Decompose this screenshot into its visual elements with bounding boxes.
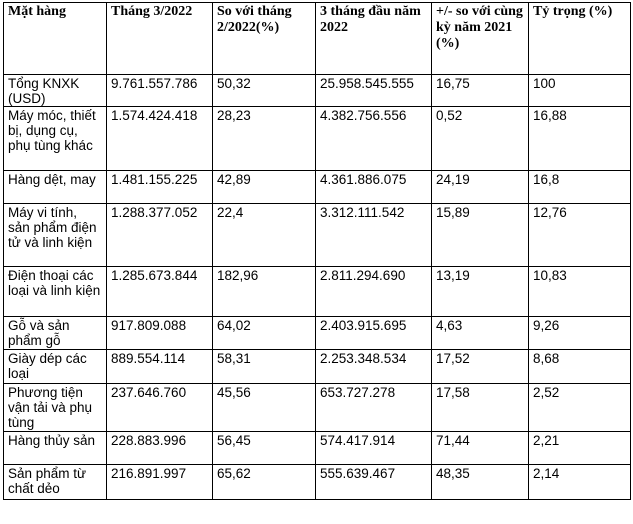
cell-yoy-change: 71,44: [432, 432, 529, 465]
cell-item: Sản phẩm từ chất dẻo: [4, 465, 107, 500]
cell-vs-feb-2022: 28,23: [213, 107, 316, 171]
header-row: [4, 3, 631, 75]
cell-yoy-change: 17,58: [432, 384, 529, 432]
cell-march-2022: 237.646.760: [107, 384, 213, 432]
cell-vs-feb-2022: 64,02: [213, 317, 316, 350]
header-cell-vs-feb-2022: So với tháng 2/2022(%): [213, 3, 316, 75]
cell-yoy-change: 0,52: [432, 107, 529, 171]
cell-share: 12,76: [529, 204, 631, 267]
cell-q1-2022: 2.403.915.695: [316, 317, 432, 350]
cell-vs-feb-2022: 65,62: [213, 465, 316, 500]
cell-yoy-change: 13,19: [432, 267, 529, 317]
cell-vs-feb-2022: 22,4: [213, 204, 316, 267]
cell-vs-feb-2022: 182,96: [213, 267, 316, 317]
cell-q1-2022: 555.639.467: [316, 465, 432, 500]
cell-item: Máy móc, thiết bị, dụng cụ, phụ tùng khác: [4, 107, 107, 171]
cell-yoy-change: 4,63: [432, 317, 529, 350]
cell-vs-feb-2022: 56,45: [213, 432, 316, 465]
cell-march-2022: 1.285.673.844: [107, 267, 213, 317]
cell-item: Phương tiện vận tải và phụ tùng: [4, 384, 107, 432]
cell-q1-2022: 2.811.294.690: [316, 267, 432, 317]
cell-q1-2022: 653.727.278: [316, 384, 432, 432]
cell-item: Giày dép các loại: [4, 350, 107, 384]
table-row: [4, 107, 631, 171]
header-cell-item: Mặt hàng: [4, 3, 107, 75]
cell-q1-2022: 2.253.348.534: [316, 350, 432, 384]
cell-item: Hàng thủy sản: [4, 432, 107, 465]
cell-share: 16,88: [529, 107, 631, 171]
cell-march-2022: 889.554.114: [107, 350, 213, 384]
cell-yoy-change: 15,89: [432, 204, 529, 267]
cell-vs-feb-2022: 50,32: [213, 75, 316, 107]
header-cell-q1-2022: 3 tháng đầu năm 2022: [316, 3, 432, 75]
cell-item: Hàng dệt, may: [4, 171, 107, 204]
table-row: [4, 317, 631, 350]
cell-item: Gỗ và sản phẩm gỗ: [4, 317, 107, 350]
cell-share: 10,83: [529, 267, 631, 317]
cell-vs-feb-2022: 45,56: [213, 384, 316, 432]
cell-march-2022: 216.891.997: [107, 465, 213, 500]
cell-march-2022: 1.288.377.052: [107, 204, 213, 267]
header-cell-share: Tỷ trọng (%): [529, 3, 631, 75]
cell-march-2022: 9.761.557.786: [107, 75, 213, 107]
cell-vs-feb-2022: 42,89: [213, 171, 316, 204]
cell-march-2022: 1.481.155.225: [107, 171, 213, 204]
cell-march-2022: 917.809.088: [107, 317, 213, 350]
cell-vs-feb-2022: 58,31: [213, 350, 316, 384]
cell-share: 16,8: [529, 171, 631, 204]
table-row: [4, 384, 631, 432]
table-row: [4, 432, 631, 465]
cell-share: 8,68: [529, 350, 631, 384]
cell-march-2022: 1.574.424.418: [107, 107, 213, 171]
cell-q1-2022: 574.417.914: [316, 432, 432, 465]
table-row: [4, 350, 631, 384]
trade-table: [3, 2, 631, 500]
cell-yoy-change: 24,19: [432, 171, 529, 204]
cell-item: Máy vi tính, sản phẩm điện tử và linh kiện: [4, 204, 107, 267]
table-row: [4, 465, 631, 500]
table-row: [4, 75, 631, 107]
cell-share: 9,26: [529, 317, 631, 350]
cell-yoy-change: 48,35: [432, 465, 529, 500]
table-row: [4, 267, 631, 317]
cell-share: 2,14: [529, 465, 631, 500]
cell-q1-2022: 25.958.545.555: [316, 75, 432, 107]
cell-q1-2022: 4.361.886.075: [316, 171, 432, 204]
cell-share: 100: [529, 75, 631, 107]
table-row: [4, 204, 631, 267]
cell-q1-2022: 3.312.111.542: [316, 204, 432, 267]
cell-yoy-change: 17,52: [432, 350, 529, 384]
cell-item: Điện thoại các loại và linh kiện: [4, 267, 107, 317]
cell-share: 2,52: [529, 384, 631, 432]
cell-q1-2022: 4.382.756.556: [316, 107, 432, 171]
table-row: [4, 171, 631, 204]
cell-item: Tổng KNXK (USD): [4, 75, 107, 107]
header-cell-yoy-change: +/- so với cùng kỳ năm 2021 (%): [432, 3, 529, 75]
header-cell-march-2022: Tháng 3/2022: [107, 3, 213, 75]
cell-march-2022: 228.883.996: [107, 432, 213, 465]
cell-share: 2,21: [529, 432, 631, 465]
cell-yoy-change: 16,75: [432, 75, 529, 107]
